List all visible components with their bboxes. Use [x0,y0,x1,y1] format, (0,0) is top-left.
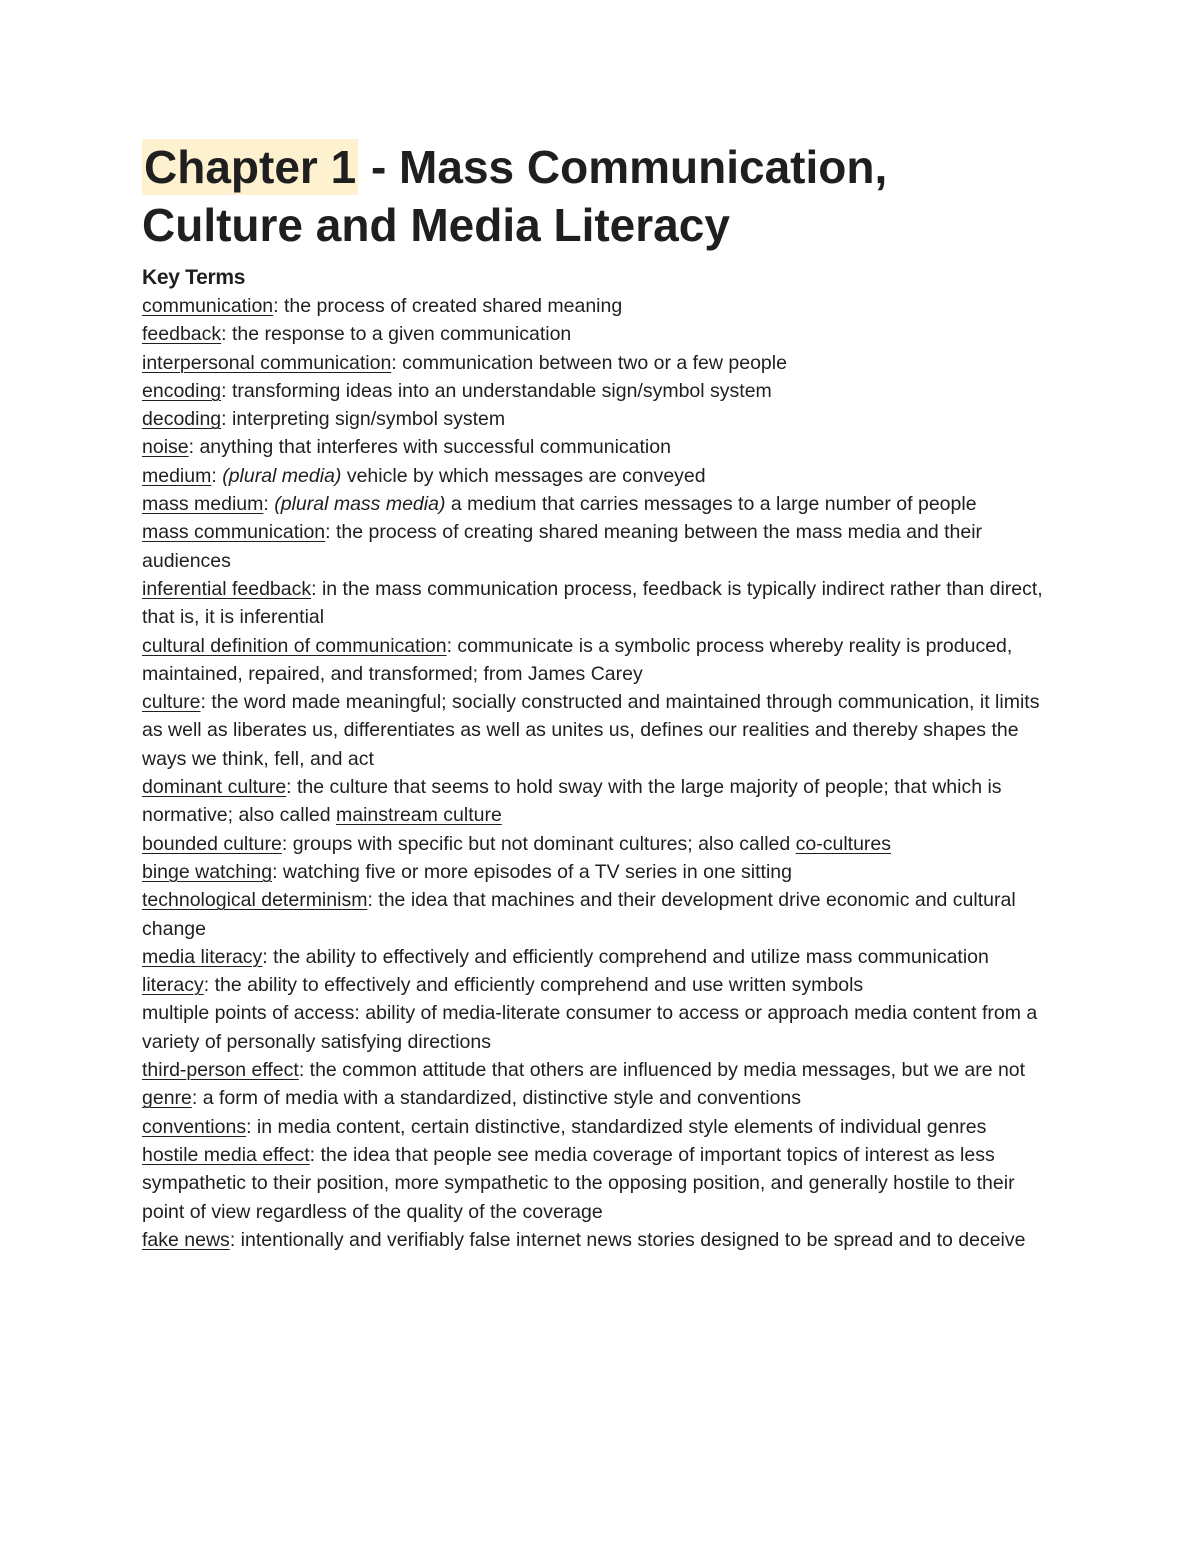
term-definition: transforming ideas into an understandable sign/symbol system [226,379,772,402]
term-separator: : [262,945,268,968]
key-terms-list [142,292,1057,1254]
page-title [142,138,1057,254]
term-name: literacy [142,974,204,997]
term-name: medium [142,464,212,487]
term-separator: : [311,577,317,600]
term-definition: anything that interferes with successful communication [194,436,671,459]
term-separator: : [191,1087,198,1110]
term-definition: multiple points of access: ability of media-literate consumer to access or approach media content from a variety of personally satisfying directions [142,1002,1038,1053]
term-separator: : [188,436,195,459]
term-entry [142,830,1057,858]
term-definition: in the mass communication process, feedback is typically indirect rather than direct, that is, it is inferential [142,577,1043,629]
term-definition: groups with specific but not dominant cultures; also called [287,832,796,855]
term-separator: : [367,889,373,912]
term-name: mass communication [142,521,326,544]
term-entry [142,943,1057,971]
term-entry [142,999,1057,1056]
term-entry [142,320,1057,348]
term-name: culture [142,691,201,714]
term-definition: the ability to effectively and efficiently comprehend and utilize mass communication [267,945,989,968]
term-name: interpersonal communication [142,351,392,374]
term-name: inferential feedback [142,577,312,600]
section-heading: Key Terms [142,266,246,289]
term-entry [142,377,1057,405]
title-line-2: Culture and Media Literacy [142,199,730,251]
term-entry [142,632,1057,689]
term-alternate-name: co-cultures [795,832,892,855]
term-name: binge watching [142,860,273,883]
term-definition: the process of creating shared meaning between the mass media and their audiences [142,521,983,572]
term-name: communication [142,295,274,317]
term-definition: vehicle by which messages are conveyed [341,464,706,487]
term-entry [142,886,1057,943]
term-entry [142,490,1057,518]
term-entry [142,858,1057,886]
term-separator: : [281,832,288,855]
term-definition: the process of created shared meaning [278,295,623,317]
term-separator: : [221,379,227,402]
term-entry [142,575,1057,632]
term-separator: : [286,776,292,799]
term-separator: : [273,295,279,317]
term-definition: communicate is a symbolic process whereby reality is produced, maintained, repaired, and transformed; from James Carey [142,634,1013,685]
term-definition: the ability to effectively and efficiently comprehend and use written symbols [209,974,864,997]
term-name: technological determinism [142,889,368,912]
term-separator: : [391,351,397,374]
term-entry [142,292,1057,320]
term-definition: watching five or more episodes of a TV series in one sitting [277,860,792,883]
term-entry [142,405,1057,433]
term-entry [142,349,1057,377]
term-plural-note: (plural mass media) [274,493,446,516]
term-definition: the idea that people see media coverage of important topics of interest as less sympathetic to their position, more sympathetic to the opposing position, and generally hostile to their point of view regardless of the quality of the coverage [142,1143,1015,1223]
term-definition: communication between two or a few people [396,351,787,374]
term-name: decoding [142,408,222,431]
term-separator: : [325,521,331,544]
term-separator: : [246,1115,252,1138]
term-name: noise [142,436,189,459]
term-name: third-person effect [142,1059,299,1082]
term-name: feedback [142,323,222,346]
term-separator: : [298,1059,305,1082]
term-definition: in media content, certain distinctive, standardized style elements of individual genres [251,1115,987,1138]
term-entry [142,1084,1057,1112]
term-definition: a form of media with a standardized, distinctive style and conventions [197,1087,802,1110]
term-name: conventions [142,1115,247,1138]
term-name: dominant culture [142,776,287,799]
term-definition: interpreting sign/symbol system [226,408,506,431]
term-separator: : [446,634,452,657]
term-entry [142,971,1057,999]
term-definition: a medium that carries messages to a large number of people [445,493,977,516]
term-entry [142,1113,1057,1141]
term-definition: the idea that machines and their development drive economic and cultural change [142,889,1016,940]
chapter-label: Chapter 1 [144,141,357,193]
term-separator: : [221,408,227,431]
term-name: encoding [142,379,222,402]
term-definition: the culture that seems to hold sway with the large majority of people; that which is normative; also called [142,776,1002,827]
title-rest: - Mass Communication, [358,141,888,193]
term-definition: the common attitude that others are influenced by media messages, but we are not [304,1059,1026,1082]
term-separator: : [203,974,210,997]
term-entry [142,518,1057,575]
document-page [142,138,1057,1254]
term-separator: : [229,1228,236,1251]
term-separator: : [309,1143,316,1166]
term-name: bounded culture [142,832,282,855]
term-name: media literacy [142,945,263,968]
term-separator: : [263,493,269,516]
term-entry [142,433,1057,461]
term-entry [142,688,1057,773]
term-separator: : [211,464,217,487]
term-separator: : [272,860,278,883]
term-name: genre [142,1087,192,1110]
term-entry [142,1226,1057,1254]
term-plural-note: (plural media) [222,464,342,487]
term-name: cultural definition of communication [142,634,447,657]
term-entry [142,1141,1057,1226]
term-entry [142,462,1057,490]
term-entry [142,1056,1057,1084]
term-entry [142,773,1057,830]
term-name: hostile media effect [142,1143,310,1166]
term-separator: : [221,323,227,346]
term-alternate-name: mainstream culture [336,804,502,827]
term-name: fake news [142,1228,230,1251]
term-name: mass medium [142,493,264,516]
term-definition: intentionally and verifiably false internet news stories designed to be spread and to deceive [235,1228,1026,1251]
term-separator: : [200,691,206,714]
term-definition: the word made meaningful; socially constructed and maintained through communication, it limits as well as liberates us, differentiates as well as unites us, defines our realities and thereby shapes the ways we think, fell, and act [142,691,1040,770]
term-definition: the response to a given communication [226,323,572,346]
